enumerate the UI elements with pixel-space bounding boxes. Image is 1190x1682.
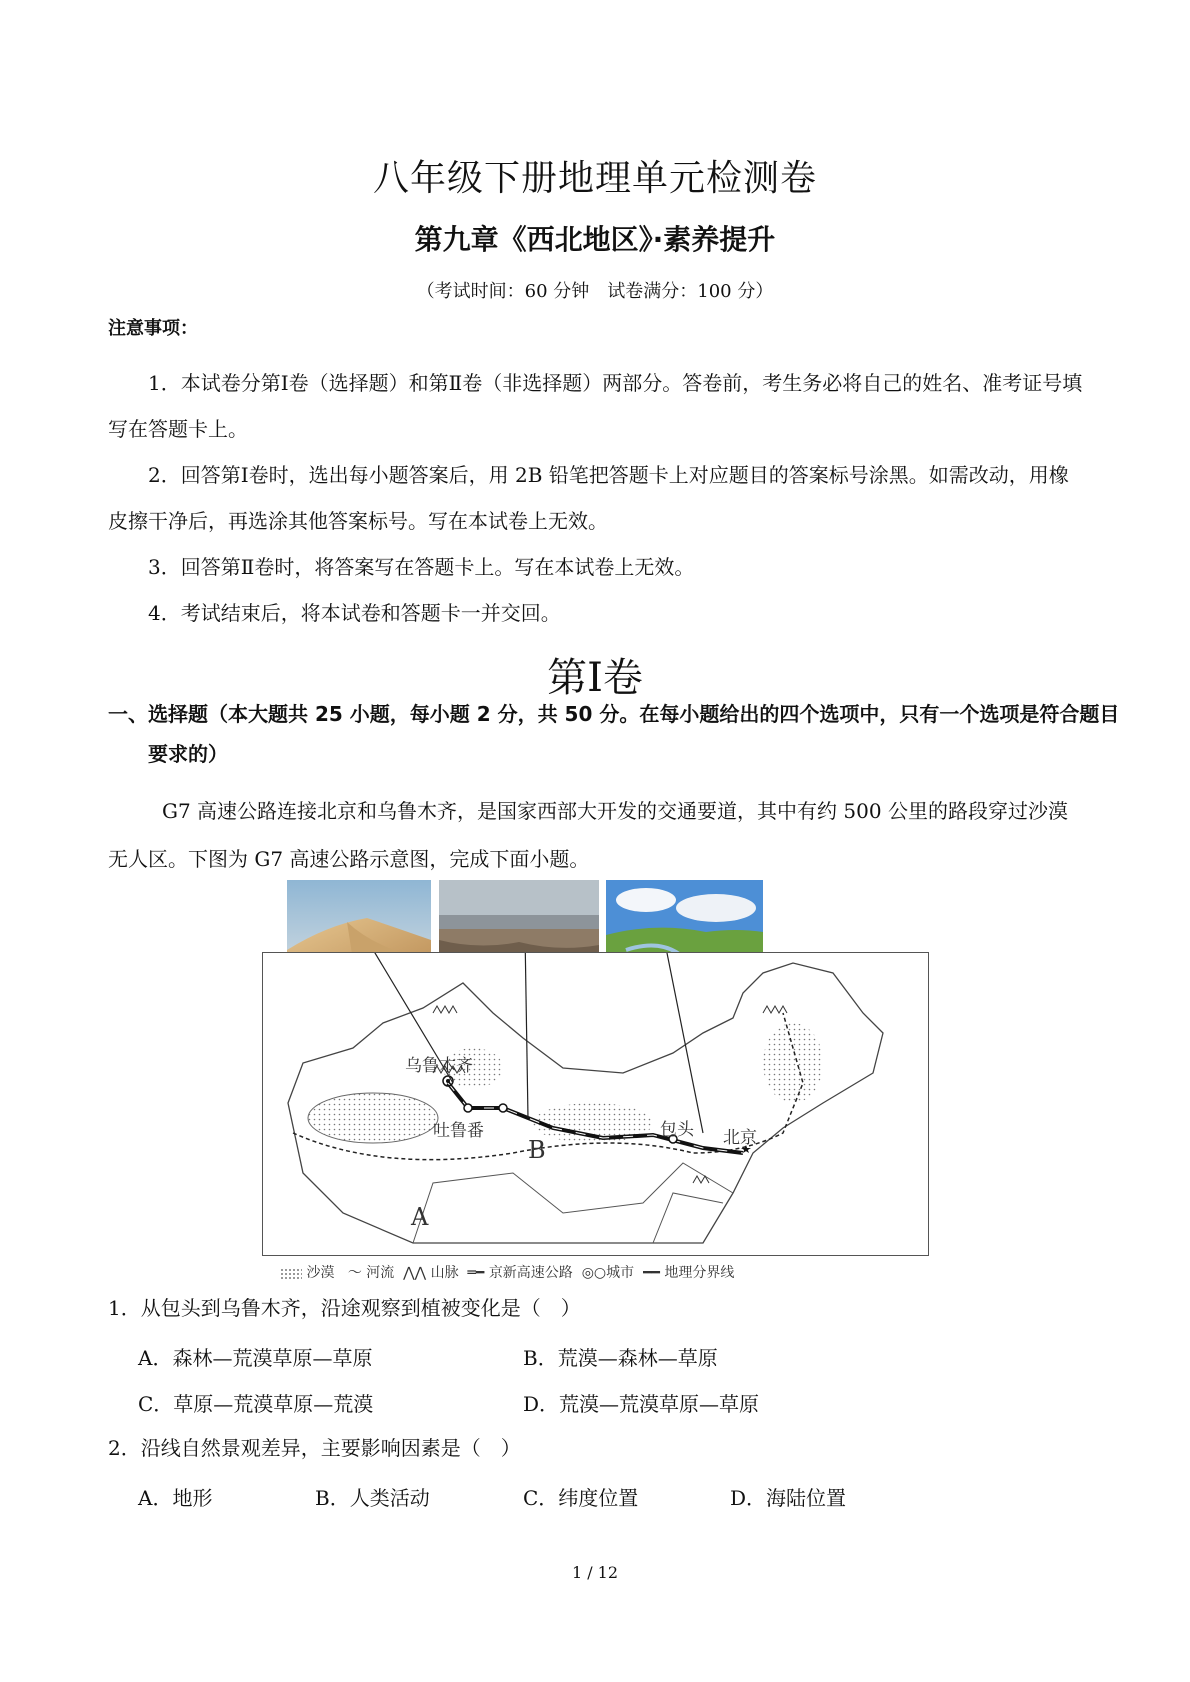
- map-label-turpan: 吐鲁番: [433, 1121, 484, 1141]
- exam-info: （考试时间：60 分钟 试卷满分：100 分）: [416, 281, 774, 302]
- arrow-to-desert-steppe-photo: [525, 953, 528, 1118]
- notice-heading: 注意事项：: [108, 318, 198, 339]
- question-2-option-c[interactable]: C．纬度位置: [523, 1486, 639, 1510]
- desert-area-tarim: [308, 1093, 438, 1143]
- legend-highway: 京新高速公路: [488, 1265, 573, 1281]
- map-point-b: B: [528, 1136, 546, 1164]
- city-icon: ◎○: [581, 1265, 607, 1281]
- sand-swatch-icon: [280, 1268, 302, 1279]
- legend-boundary: 地理分界线: [664, 1265, 735, 1281]
- legend-mountain: 山脉: [430, 1265, 459, 1281]
- question-1-option-b[interactable]: B．荒漠—森林—草原: [523, 1346, 718, 1370]
- section-heading: 一、选择题（本大题共 25 小题，每小题 2 分，共 50 分。在每小题给出的四个选项中，只有一个选项是符合题目要求的）: [108, 702, 1120, 766]
- map-legend: [280, 1262, 734, 1282]
- city-marker: [499, 1104, 507, 1112]
- legend-river: 河流: [366, 1265, 395, 1281]
- question-2-option-d[interactable]: D．海陆位置: [730, 1486, 847, 1510]
- map-label-baotou: 包头: [660, 1120, 694, 1140]
- question-1-stem: 1．从包头到乌鲁木齐，沿途观察到植被变化是（ ）: [108, 1296, 581, 1320]
- mountain-icon: ⋀⋀: [403, 1265, 427, 1281]
- map-drawing: [263, 953, 928, 1255]
- question-2-option-b[interactable]: B．人类活动: [315, 1486, 430, 1510]
- desert-area-east: [763, 1023, 823, 1103]
- map-point-a: A: [411, 1203, 429, 1231]
- mountain-symbol: [433, 1006, 457, 1013]
- page-title: 八年级下册地理单元检测卷: [372, 158, 817, 199]
- notice-item-2: 2．回答第Ⅰ卷时，选出每小题答案后，用 2B 铅笔把答题卡上对应题目的答案标号涂黑。如需改动，用橡皮擦干净后，再选涂其他答案标号。写在本试卷上无效。: [108, 463, 1069, 533]
- question-2-stem: 2．沿线自然景观差异，主要影响因素是（ ）: [108, 1436, 521, 1460]
- page-number: 1 / 12: [571, 1563, 619, 1582]
- legend-city: 城市: [606, 1265, 635, 1281]
- notice-item-3: 3．回答第Ⅱ卷时，将答案写在答题卡上。写在本试卷上无效。: [148, 555, 695, 579]
- notice-item-4: 4．考试结束后，将本试卷和答题卡一并交回。: [148, 601, 561, 625]
- highway-icon: ═━: [467, 1265, 485, 1281]
- question-2-option-a[interactable]: A．地形: [138, 1486, 213, 1510]
- question-1-option-d[interactable]: D．荒漠—荒漠草原—草原: [523, 1392, 760, 1416]
- question-1-option-c[interactable]: C．草原—荒漠草原—荒漠: [138, 1392, 374, 1416]
- map-label-beijing: 北京: [723, 1128, 757, 1148]
- map-label-urumqi: 乌鲁木齐: [405, 1056, 473, 1076]
- notice-item-1: 1．本试卷分第Ⅰ卷（选择题）和第Ⅱ卷（非选择题）两部分。答卷前，考生务必将自己的姓名、准考证号填写在答题卡上。: [108, 371, 1083, 441]
- page-subtitle: 第九章《西北地区》·素养提升: [414, 223, 776, 256]
- intro-text: G7 高速公路连接北京和乌鲁木齐，是国家西部大开发的交通要道，其中有约 500 公里的路段穿过沙漠无人区。下图为 G7 高速公路示意图，完成下面小题。: [108, 799, 1068, 871]
- legend-desert: 沙漠: [306, 1265, 335, 1281]
- question-1-option-a[interactable]: A．森林—荒漠草原—草原: [138, 1346, 373, 1370]
- boundary-icon: ━━: [643, 1265, 660, 1281]
- arrow-to-grassland-photo: [663, 953, 703, 1133]
- mountain-symbol: [763, 1006, 787, 1013]
- river-icon: ～: [347, 1265, 362, 1281]
- volume-title: 第Ⅰ卷: [547, 655, 643, 701]
- city-marker-turpan: [464, 1104, 472, 1112]
- g7-highway-map: [262, 952, 929, 1256]
